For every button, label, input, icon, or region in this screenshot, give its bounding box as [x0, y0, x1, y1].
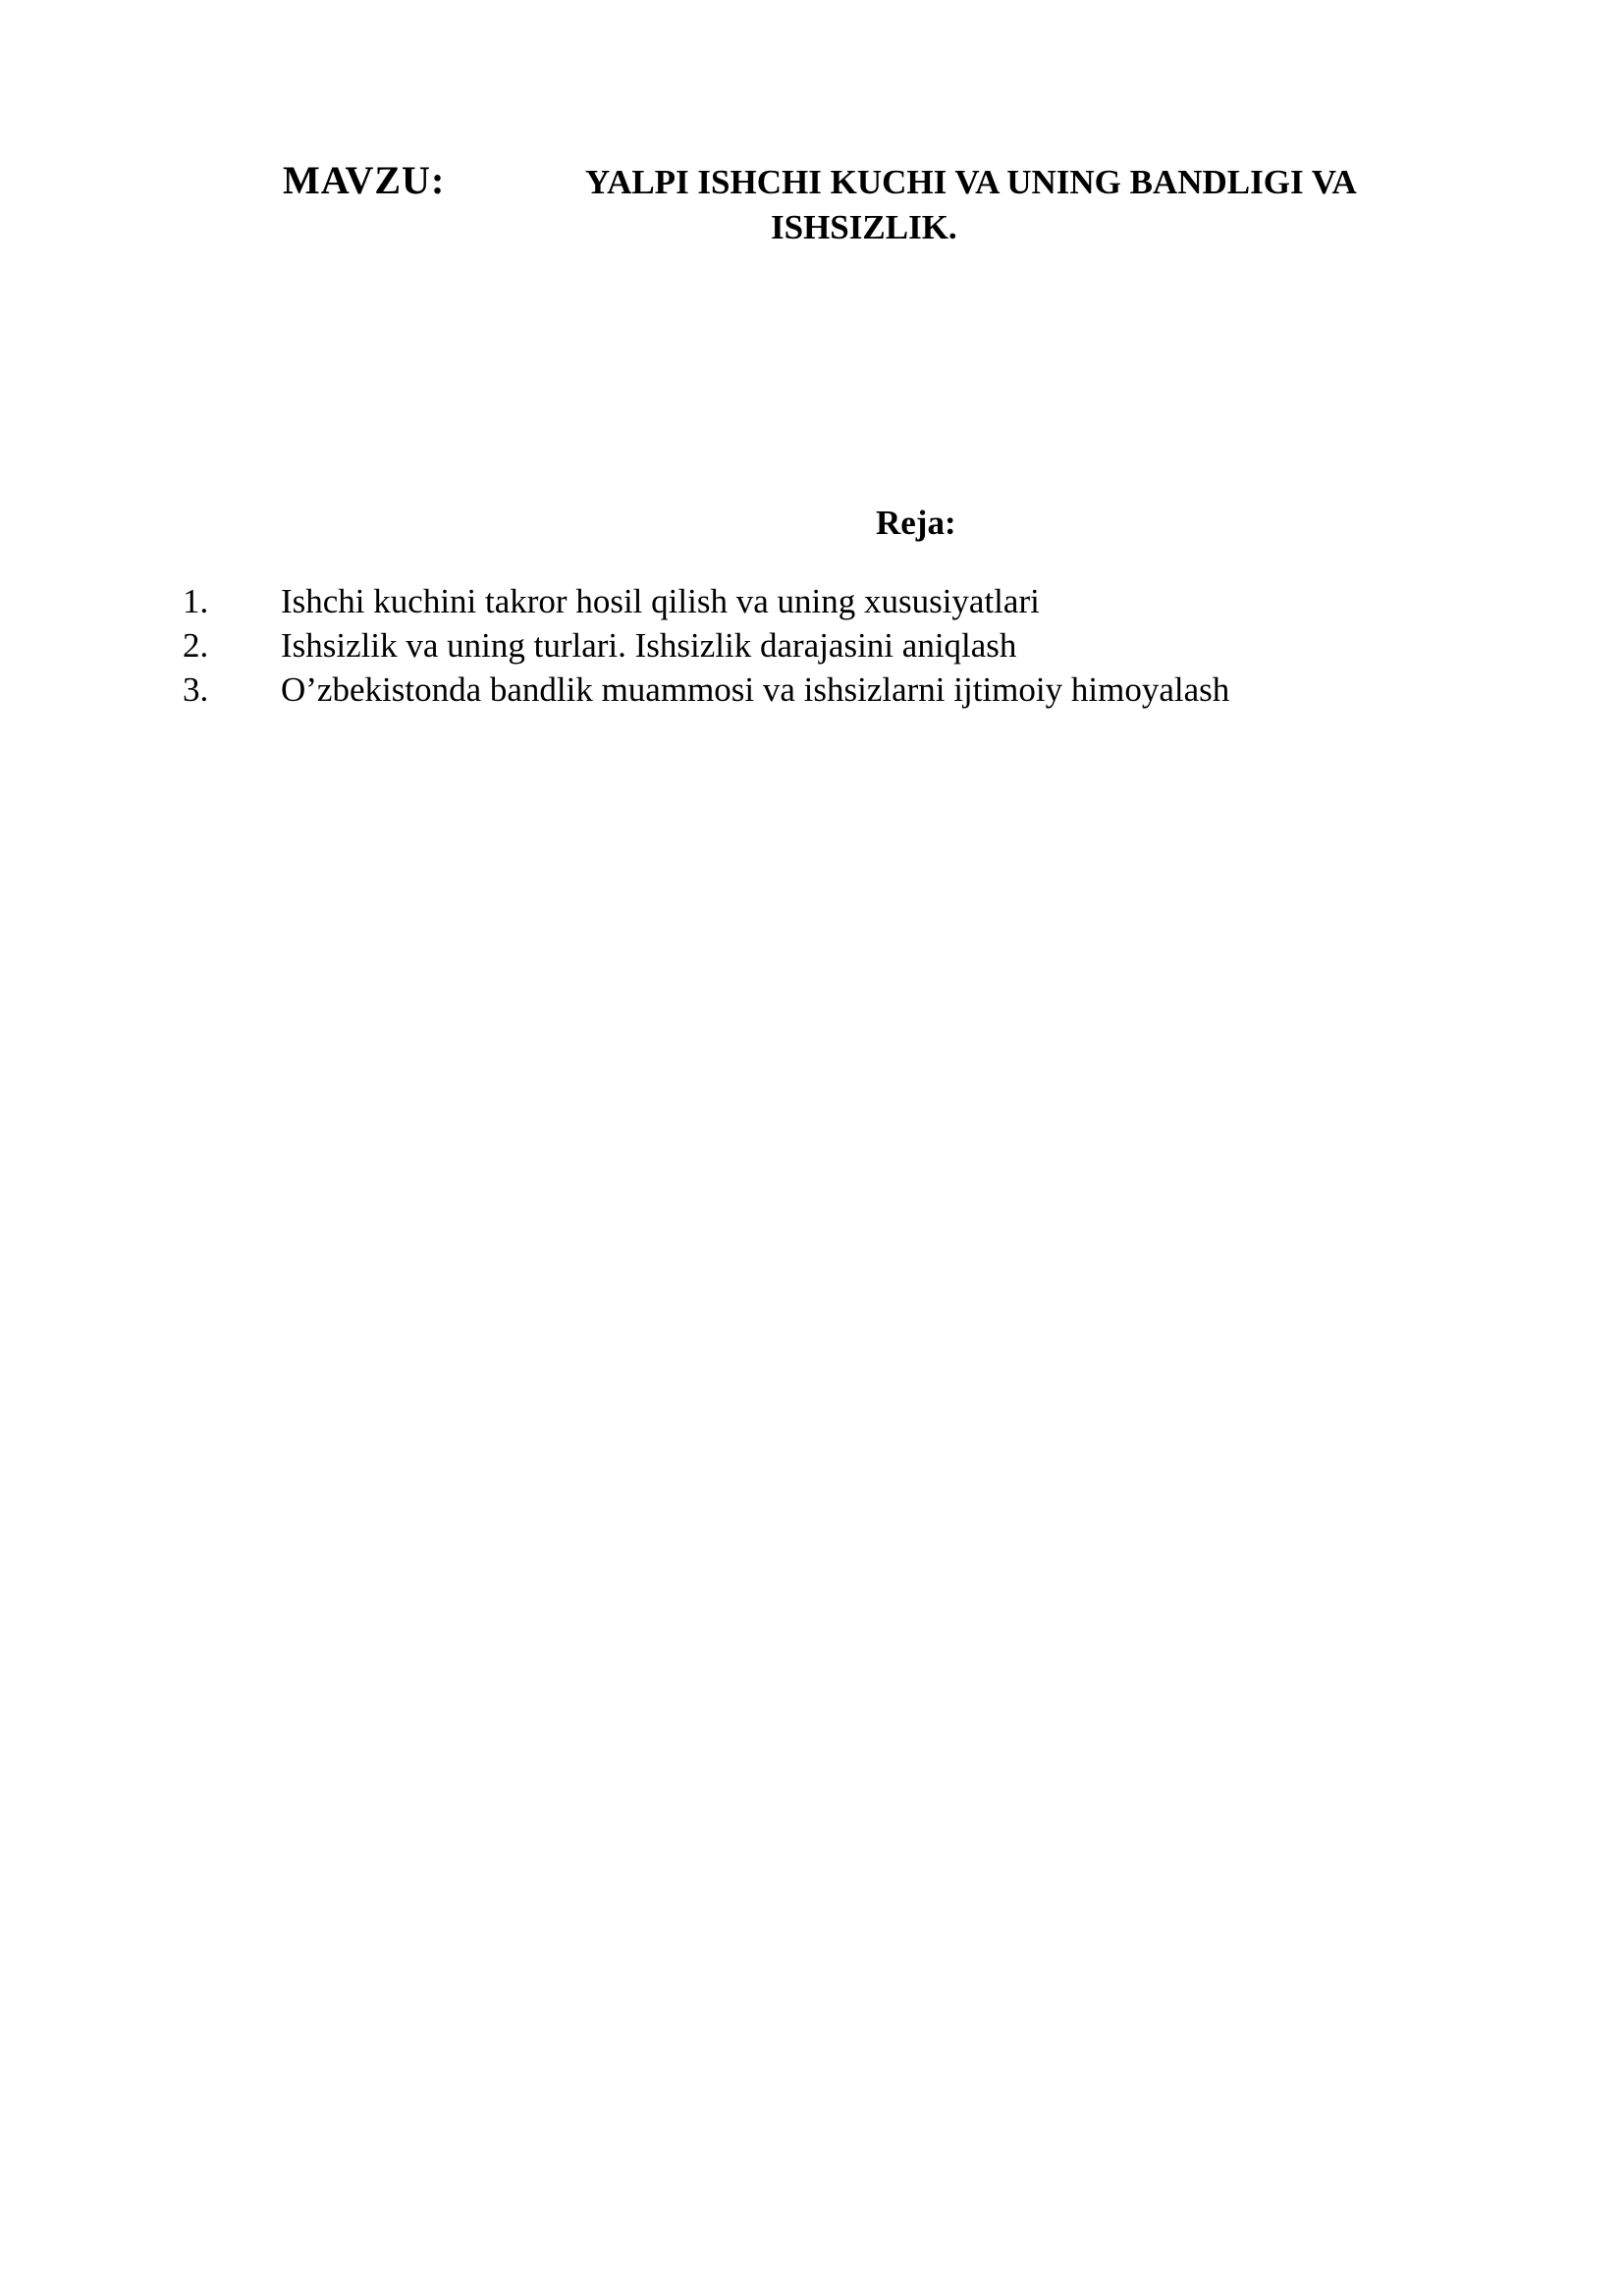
plan-item-number: 1. [183, 582, 209, 620]
plan-item-1 [0, 579, 1624, 623]
topic-title-line-2: ISHSIZLIK. [771, 208, 957, 246]
plan-item-3 [0, 667, 1624, 712]
plan-item-2 [0, 623, 1624, 667]
plan-item-text: Ishsizlik va uning turlari. Ishsizlik darajasini aniqlash [281, 626, 1017, 665]
topic-title-line-1: YALPI ISHCHI KUCHI VA UNING BANDLIGI VA [585, 163, 1357, 201]
plan-item-text: O’zbekistonda bandlik muammosi va ishsizlarni ijtimoiy himoyalash [281, 670, 1230, 709]
plan-heading: Reja: [876, 504, 956, 542]
plan-item-number: 3. [183, 670, 209, 709]
plan-list [0, 579, 1624, 712]
plan-item-text: Ishchi kuchini takror hosil qilish va uning xususiyatlari [281, 582, 1040, 620]
plan-item-number: 2. [183, 626, 209, 665]
topic-label: MAVZU: [283, 158, 446, 202]
